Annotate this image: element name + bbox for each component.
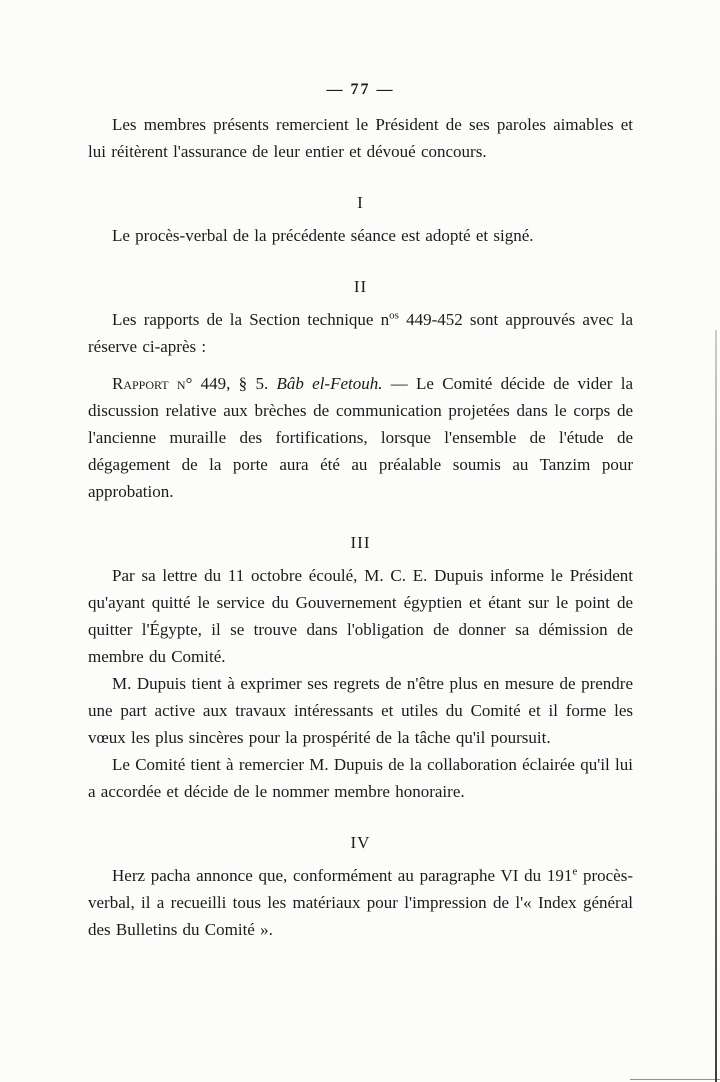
text-run: 449-452 sont approuvés avec la réserve ci-après : xyxy=(88,310,633,356)
section-heading-1: I xyxy=(357,193,364,212)
intro-paragraph: Les membres présents remercient le Président de ses paroles aimables et lui réitèrent l'assurance de leur entier et dévoué concours. xyxy=(88,115,633,161)
section3-paragraph-2: M. Dupuis tient à exprimer ses regrets de n'être plus en mesure de prendre une part active aux travaux intéressants et utiles du Comité et il forme les vœux les plus sincères pour la prospérité de la tâche qu'il poursuit. xyxy=(88,674,633,747)
scan-edge-artifact xyxy=(715,330,717,1082)
text-run: Herz pacha annonce que, conformément au paragraphe VI du 191 xyxy=(112,866,573,885)
section-heading-2: II xyxy=(353,277,368,296)
text-run: Les rapports de la Section technique n xyxy=(112,310,390,329)
section4-paragraph-1 xyxy=(88,862,633,943)
page-number: — 77 — xyxy=(326,81,395,98)
rapport-label: Rapport n° xyxy=(112,374,201,393)
superscript-e: e xyxy=(572,865,578,878)
rapport-number: 449, § 5. xyxy=(200,374,277,393)
section3-paragraph-3: Le Comité tient à remercier M. Dupuis de la collaboration éclairée qu'il lui a accordée et décide de le nommer membre honoraire. xyxy=(88,755,633,801)
section-heading-4: IV xyxy=(350,833,371,852)
section2-rapport-paragraph xyxy=(88,370,633,505)
page-content xyxy=(88,76,633,943)
rapport-title: Bâb el-Fetouh. xyxy=(276,374,383,393)
superscript-os: os xyxy=(389,309,399,322)
text-run: procès-verbal, il a recueilli tous les matériaux pour l'impression de l'« Index général des Bulletins du Comité ». xyxy=(88,866,633,939)
section-heading-3: III xyxy=(350,533,371,552)
section2-paragraph-1 xyxy=(88,306,633,360)
rapport-body: — Le Comité décide de vider la discussion relative aux brèches de communication projetées dans le corps de l'ancienne muraille des fortifications, lorsque l'ensemble de l'étude de dégagement de la porte aura été au préalable soumis au Tanzim pour approbation. xyxy=(88,374,633,501)
section3-paragraph-1: Par sa lettre du 11 octobre écoulé, M. C. E. Dupuis informe le Président qu'ayant quitté le service du Gouvernement égyptien et étant sur le point de quitter l'Égypte, il se trouve dans l'obligation de donner sa démission de membre du Comité. xyxy=(88,566,633,666)
scan-edge-bottom-artifact xyxy=(630,1079,720,1080)
section1-paragraph-1: Le procès-verbal de la précédente séance est adopté et signé. xyxy=(112,226,534,245)
